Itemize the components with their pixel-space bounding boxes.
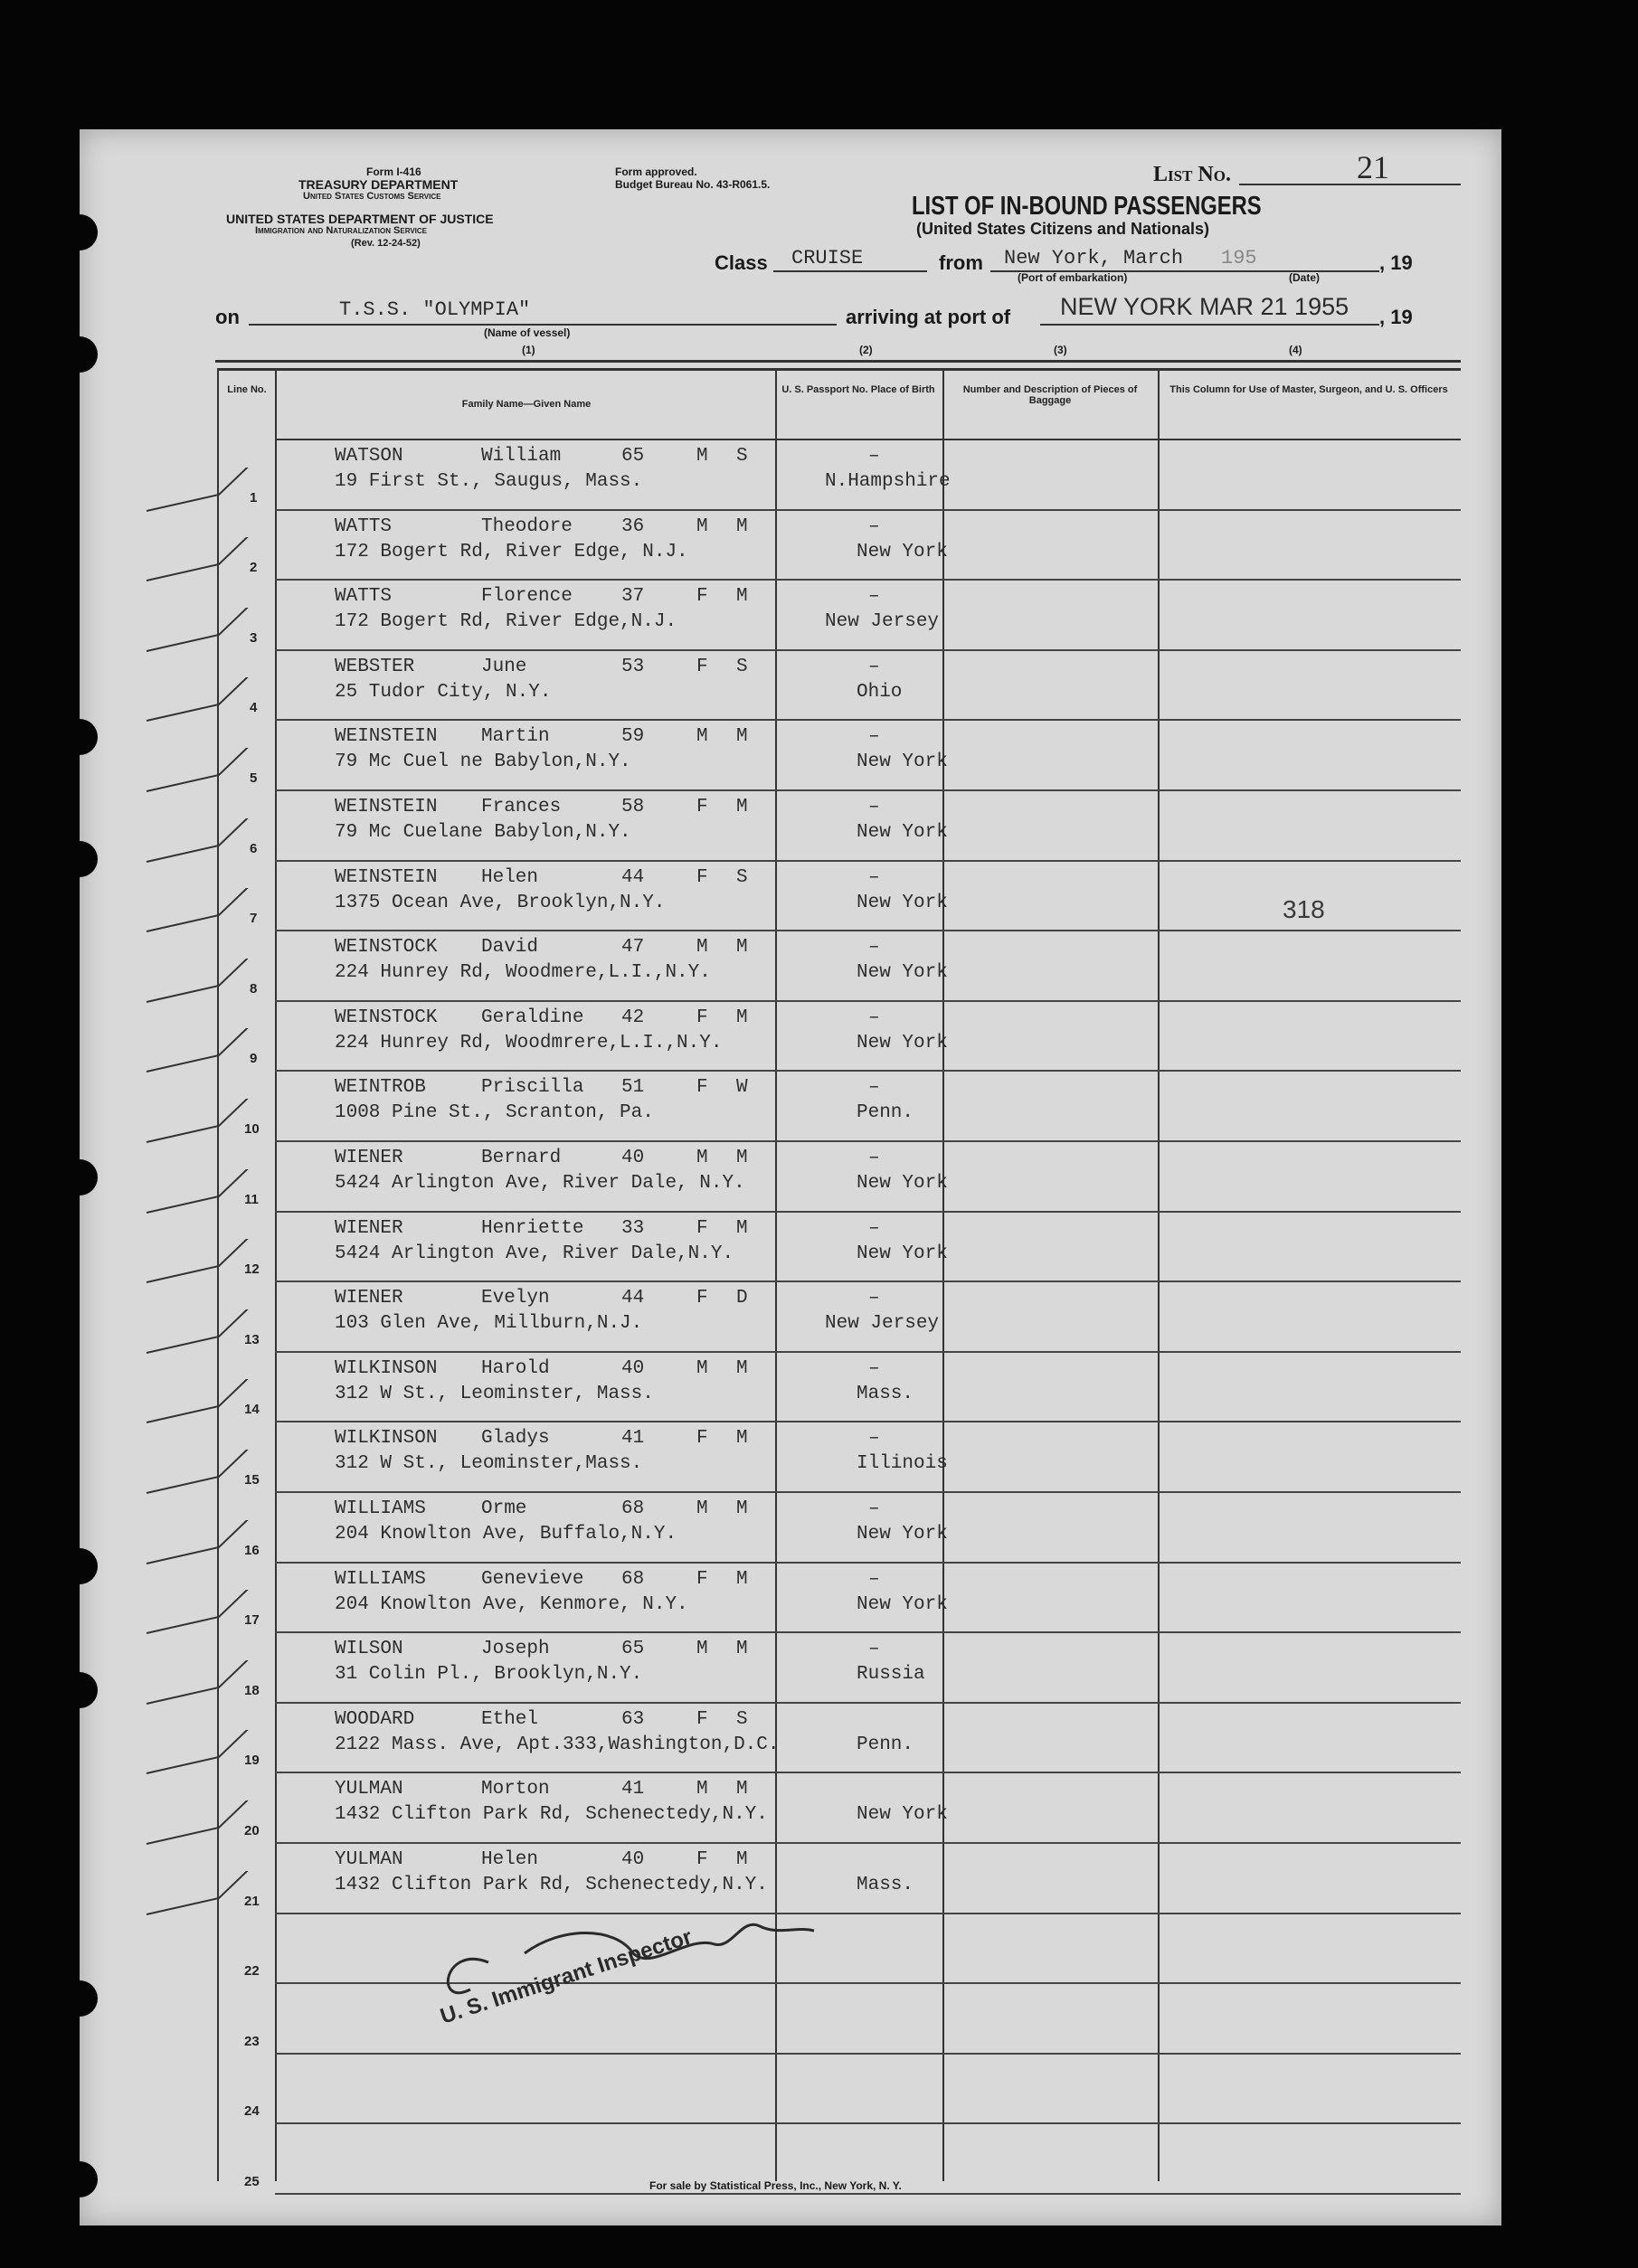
line-number: 20 [244, 1822, 260, 1838]
passenger-sex: F [696, 1428, 708, 1450]
year-label-2: , 19 [1379, 306, 1413, 328]
passenger-surname: WILSON [335, 1639, 403, 1660]
passenger-given-name: Florence [481, 586, 573, 608]
passenger-marital-status: M [736, 586, 748, 608]
passenger-sex: M [696, 1498, 708, 1519]
passenger-address: 5424 Arlington Ave, River Dale, N.Y. [335, 1173, 745, 1194]
passenger-given-name: Harold [481, 1357, 550, 1379]
form-subtitle: (United States Citizens and Nationals) [916, 220, 1210, 238]
year-label-1: , 19 [1379, 251, 1413, 274]
place-of-birth: New Jersey [825, 1313, 940, 1335]
passenger-given-name: David [481, 937, 539, 959]
place-of-birth: New York [857, 1804, 948, 1826]
col-num-4: (4) [1289, 344, 1302, 356]
form-number: Form I-416 [366, 165, 421, 178]
punch-hole [62, 719, 98, 755]
passenger-address: 172 Bogert Rd, River Edge, N.J. [335, 541, 688, 562]
arriving-line [1040, 324, 1379, 326]
col-num-3: (3) [1054, 344, 1067, 356]
line-number: 12 [244, 1262, 260, 1278]
passenger-marital-status: M [736, 726, 748, 748]
passenger-given-name: Genevieve [481, 1568, 584, 1590]
line-number: 7 [250, 911, 258, 927]
passenger-address: 2122 Mass. Ave, Apt.333,Washington,D.C. [335, 1734, 780, 1755]
table-row [137, 1142, 1461, 1213]
table-row [137, 791, 1461, 862]
place-of-birth: New Jersey [825, 611, 940, 633]
table-row [137, 1072, 1461, 1142]
table-row [137, 1002, 1461, 1073]
punch-hole [62, 2161, 98, 2197]
passenger-given-name: Morton [481, 1779, 550, 1800]
treasury-dept: TREASURY DEPARTMENT [298, 177, 459, 192]
passenger-marital-status: M [736, 515, 748, 537]
passenger-given-name: Henriette [481, 1217, 584, 1239]
line-number: 11 [244, 1191, 259, 1207]
passenger-address: 1375 Ocean Ave, Brooklyn,N.Y. [335, 892, 666, 913]
passport-number: – [868, 1288, 880, 1309]
class-label: Class [715, 251, 768, 274]
table-row [137, 1282, 1461, 1353]
passenger-sex: F [696, 866, 708, 888]
class-value: CRUISE [791, 247, 864, 269]
line-number: 25 [244, 2173, 260, 2189]
passport-number: – [868, 1357, 880, 1379]
passenger-marital-status: M [736, 797, 748, 817]
passenger-sex: F [696, 1006, 708, 1028]
row-rule [275, 2193, 1461, 2195]
passport-number: – [868, 866, 880, 888]
punch-hole [62, 841, 98, 877]
passenger-given-name: Martin [481, 726, 550, 748]
passenger-marital-status: D [736, 1288, 748, 1309]
passenger-address: 5424 Arlington Ave, River Dale,N.Y. [335, 1243, 734, 1264]
place-of-birth: Penn. [857, 1102, 914, 1124]
punch-hole [62, 214, 98, 250]
punch-hole [62, 1672, 98, 1708]
passenger-surname: WEINSTOCK [335, 937, 438, 959]
passenger-given-name: Gladys [481, 1428, 550, 1450]
port-embark-caption: (Port of embarkation) [1018, 271, 1128, 284]
table-row [137, 511, 1461, 581]
line-number: 13 [244, 1331, 260, 1347]
passenger-sex: F [696, 1077, 708, 1099]
passenger-given-name: Evelyn [481, 1288, 550, 1309]
passenger-age: 42 [621, 1006, 645, 1028]
passenger-surname: WEINSTEIN [335, 866, 438, 888]
passport-number: – [868, 726, 880, 748]
passenger-age: 37 [621, 586, 645, 608]
line-number: 17 [244, 1612, 260, 1629]
passenger-surname: YULMAN [335, 1779, 403, 1800]
col-header-line: Line No. [227, 384, 267, 395]
passenger-age: 68 [621, 1498, 645, 1519]
line-number: 14 [244, 1402, 260, 1418]
passport-number: – [868, 1498, 880, 1519]
place-of-birth: New York [857, 1593, 948, 1615]
table-top-border [217, 368, 1461, 371]
place-of-birth: New York [857, 822, 948, 843]
line-number: 19 [244, 1753, 260, 1769]
place-of-birth: Mass. [857, 1875, 914, 1895]
place-of-birth: Russia [857, 1664, 925, 1686]
passenger-sex: M [696, 1357, 708, 1379]
passenger-surname: YULMAN [335, 1849, 403, 1870]
passenger-sex: M [696, 515, 708, 537]
place-of-birth: Mass. [857, 1383, 914, 1404]
passenger-marital-status: M [736, 1779, 748, 1800]
passenger-age: 58 [621, 797, 645, 817]
passenger-sex: M [696, 1779, 708, 1800]
line-number: 6 [250, 840, 258, 856]
passport-number: – [868, 1077, 880, 1099]
punch-hole [62, 1548, 98, 1584]
passenger-given-name: Orme [481, 1498, 527, 1519]
col-num-1: (1) [522, 344, 535, 356]
line-number: 15 [244, 1471, 260, 1488]
arriving-label: arriving at port of [846, 306, 1011, 328]
table-row [137, 440, 1461, 511]
passenger-given-name: William [481, 446, 562, 467]
passenger-address: 172 Bogert Rd, River Edge,N.J. [335, 611, 677, 633]
passenger-address: 79 Mc Cuel ne Babylon,N.Y. [335, 751, 631, 773]
punch-hole [62, 336, 98, 373]
line-number: 2 [250, 560, 258, 576]
place-of-birth: New York [857, 751, 948, 773]
passenger-age: 51 [621, 1077, 645, 1099]
passenger-marital-status: S [736, 656, 748, 677]
passenger-marital-status: M [736, 1357, 748, 1379]
place-of-birth: Ohio [857, 681, 903, 703]
passenger-sex: F [696, 656, 708, 677]
table-row [137, 1213, 1461, 1283]
passenger-surname: WILKINSON [335, 1357, 438, 1379]
justice-dept: UNITED STATES DEPARTMENT OF JUSTICE [226, 212, 494, 226]
margin-note: 318 [1283, 895, 1325, 923]
passenger-sex: M [696, 1148, 708, 1168]
col-num-2: (2) [859, 344, 873, 356]
passenger-marital-status: W [736, 1077, 748, 1099]
line-number: 5 [250, 770, 258, 786]
passenger-address: 312 W St., Leominster, Mass. [335, 1383, 654, 1404]
line-number: 3 [250, 629, 258, 646]
passenger-address: 1432 Clifton Park Rd, Schenectedy,N.Y. [335, 1875, 768, 1895]
passport-number: – [868, 1006, 880, 1028]
line-number: 4 [250, 700, 258, 716]
table-row [137, 1564, 1461, 1634]
passport-number: – [868, 937, 880, 959]
passenger-age: 65 [621, 1639, 645, 1660]
passenger-address: 224 Hunrey Rd, Woodmere,L.I.,N.Y. [335, 962, 711, 984]
passenger-sex: F [696, 1849, 708, 1870]
passenger-address: 204 Knowlton Ave, Kenmore, N.Y. [335, 1593, 688, 1615]
header-rule [215, 360, 1461, 363]
passenger-address: 224 Hunrey Rd, Woodmrere,L.I.,N.Y. [335, 1032, 723, 1054]
table-row [137, 1773, 1461, 1844]
passenger-surname: WEINSTEIN [335, 797, 438, 817]
passenger-age: 40 [621, 1849, 645, 1870]
passenger-given-name: Priscilla [481, 1077, 584, 1099]
passenger-surname: WATTS [335, 586, 393, 608]
passenger-address: 31 Colin Pl., Brooklyn,N.Y. [335, 1664, 643, 1686]
list-no-label: List No. [1153, 163, 1231, 186]
footer-printer: For sale by Statistical Press, Inc., New York, N. Y. [649, 2179, 902, 2192]
place-of-birth: New York [857, 1524, 948, 1545]
table-row [137, 931, 1461, 1002]
passenger-given-name: Ethel [481, 1708, 539, 1730]
passenger-given-name: Joseph [481, 1639, 550, 1660]
passport-number: – [868, 1148, 880, 1168]
passenger-given-name: Frances [481, 797, 562, 817]
passenger-surname: WILLIAMS [335, 1568, 426, 1590]
table-row [137, 1493, 1461, 1564]
passenger-age: 53 [621, 656, 645, 677]
on-label: on [215, 306, 240, 328]
vessel-name: T.S.S. "OLYMPIA" [339, 298, 531, 321]
line-number: 8 [250, 980, 258, 997]
passport-number: – [868, 797, 880, 817]
passenger-marital-status: M [736, 1148, 748, 1168]
passenger-surname: WATTS [335, 515, 393, 537]
passenger-address: 1008 Pine St., Scranton, Pa. [335, 1102, 654, 1124]
passenger-marital-status: M [736, 937, 748, 959]
line-number: 24 [244, 2103, 260, 2120]
passenger-surname: WEINSTOCK [335, 1006, 438, 1028]
arrival-stamp: NEW YORK MAR 21 1955 [1060, 293, 1349, 320]
place-of-birth: New York [857, 892, 948, 913]
place-of-birth: New York [857, 962, 948, 984]
passport-number: – [868, 446, 880, 467]
from-value: New York, March [1004, 247, 1184, 269]
budget-bureau: Budget Bureau No. 43-R061.5. [615, 178, 771, 191]
table-row [137, 581, 1461, 651]
passenger-given-name: June [481, 656, 527, 677]
class-line [773, 270, 927, 272]
col-header-passport: U. S. Passport No. Place of Birth [781, 384, 935, 395]
passenger-surname: WATSON [335, 446, 403, 467]
form-title: LIST OF IN-BOUND PASSENGERS [912, 192, 1262, 221]
passenger-surname: WIENER [335, 1148, 403, 1168]
passenger-age: 41 [621, 1779, 645, 1800]
passenger-age: 59 [621, 726, 645, 748]
passenger-surname: WEBSTER [335, 656, 415, 677]
passenger-surname: WIENER [335, 1288, 403, 1309]
vessel-line [249, 324, 837, 326]
passenger-age: 47 [621, 937, 645, 959]
passenger-age: 44 [621, 866, 645, 888]
table-row [137, 2055, 1461, 2125]
place-of-birth: N.Hampshire [825, 471, 951, 492]
table-row [137, 1704, 1461, 1774]
place-of-birth: New York [857, 1173, 948, 1194]
passenger-surname: WOODARD [335, 1708, 415, 1730]
passenger-address: 1432 Clifton Park Rd, Schenectedy,N.Y. [335, 1804, 768, 1826]
place-of-birth: New York [857, 1243, 948, 1264]
line-number: 9 [250, 1051, 258, 1067]
passenger-sex: M [696, 1639, 708, 1660]
passport-number: – [868, 586, 880, 608]
passenger-marital-status: S [736, 1708, 748, 1730]
line-number: 10 [244, 1120, 260, 1137]
passenger-surname: WILLIAMS [335, 1498, 426, 1519]
table-row [137, 1422, 1461, 1493]
passenger-sex: F [696, 1708, 708, 1730]
passenger-age: 41 [621, 1428, 645, 1450]
passenger-given-name: Bernard [481, 1148, 562, 1168]
col-header-name: Family Name—Given Name [461, 399, 592, 410]
vessel-caption: (Name of vessel) [484, 326, 571, 339]
passenger-surname: WIENER [335, 1217, 403, 1239]
passenger-sex: F [696, 797, 708, 817]
passenger-address: 103 Glen Ave, Millburn,N.J. [335, 1313, 643, 1335]
passport-number: – [868, 656, 880, 677]
table-row [137, 862, 1461, 932]
passenger-sex: M [696, 726, 708, 748]
passport-number: – [868, 1568, 880, 1590]
passenger-age: 40 [621, 1357, 645, 1379]
from-label: from [939, 251, 983, 274]
passenger-sex: F [696, 1568, 708, 1590]
table-row [137, 721, 1461, 791]
punch-hole [62, 1159, 98, 1195]
line-number: 1 [250, 489, 258, 506]
inspector-signature [416, 1890, 923, 2035]
table-row [137, 651, 1461, 722]
col-header-baggage: Number and Description of Pieces of Baggage [962, 384, 1138, 406]
passenger-address: 312 W St., Leominster,Mass. [335, 1453, 643, 1475]
passenger-given-name: Theodore [481, 515, 573, 537]
passenger-sex: F [696, 586, 708, 608]
line-number: 18 [244, 1682, 260, 1698]
customs-service: United States Customs Service [303, 191, 441, 202]
passenger-given-name: Helen [481, 1849, 539, 1870]
date-caption: (Date) [1289, 271, 1321, 284]
passenger-surname: WEINSTEIN [335, 726, 438, 748]
passenger-age: 44 [621, 1288, 645, 1309]
passenger-age: 63 [621, 1708, 645, 1730]
col-header-officers: This Column for Use of Master, Surgeon, and U. S. Officers [1169, 384, 1448, 395]
passenger-address: 79 Mc Cuelane Babylon,N.Y. [335, 822, 631, 843]
passenger-marital-status: M [736, 1428, 748, 1450]
table-row [137, 1633, 1461, 1704]
passenger-sex: M [696, 937, 708, 959]
passenger-age: 40 [621, 1148, 645, 1168]
passenger-age: 68 [621, 1568, 645, 1590]
passenger-marital-status: M [736, 1568, 748, 1590]
revision: (Rev. 12-24-52) [351, 238, 421, 249]
passport-number: – [868, 515, 880, 537]
passenger-marital-status: S [736, 866, 748, 888]
line-number: 23 [244, 2033, 260, 2049]
from-date: 195 [1221, 247, 1257, 269]
passenger-given-name: Helen [481, 866, 539, 888]
line-number: 21 [244, 1893, 260, 1909]
form-approved: Form approved. [615, 165, 697, 178]
passenger-age: 33 [621, 1217, 645, 1239]
ins-service: Immigration and Naturalization Service [255, 225, 428, 236]
place-of-birth: Penn. [857, 1734, 914, 1755]
line-number: 22 [244, 1963, 260, 1980]
passenger-sex: F [696, 1288, 708, 1309]
passenger-address: 19 First St., Saugus, Mass. [335, 471, 643, 492]
passenger-marital-status: M [736, 1639, 748, 1660]
passenger-address: 204 Knowlton Ave, Buffalo,N.Y. [335, 1524, 677, 1545]
passenger-age: 65 [621, 446, 645, 467]
place-of-birth: New York [857, 541, 948, 562]
list-number: 21 [1357, 149, 1389, 185]
passport-number: – [868, 1639, 880, 1660]
list-no-line [1239, 184, 1461, 185]
passenger-marital-status: M [736, 1849, 748, 1870]
line-number: 16 [244, 1542, 260, 1558]
passport-number: – [868, 1428, 880, 1450]
place-of-birth: Illinois [857, 1453, 948, 1475]
passenger-marital-status: M [736, 1498, 748, 1519]
passenger-sex: M [696, 446, 708, 467]
punch-hole [62, 1980, 98, 2017]
passenger-surname: WILKINSON [335, 1428, 438, 1450]
passenger-marital-status: S [736, 446, 748, 467]
passenger-marital-status: M [736, 1006, 748, 1028]
passenger-sex: F [696, 1217, 708, 1239]
passenger-age: 36 [621, 515, 645, 537]
passenger-address: 25 Tudor City, N.Y. [335, 681, 552, 703]
place-of-birth: New York [857, 1032, 948, 1054]
passenger-surname: WEINTROB [335, 1077, 426, 1099]
passport-number: – [868, 1217, 880, 1239]
table-row [137, 1353, 1461, 1423]
passenger-given-name: Geraldine [481, 1006, 584, 1028]
passenger-marital-status: M [736, 1217, 748, 1239]
inspector-stamp: U. S. Immigrant Inspector [437, 1924, 696, 2029]
